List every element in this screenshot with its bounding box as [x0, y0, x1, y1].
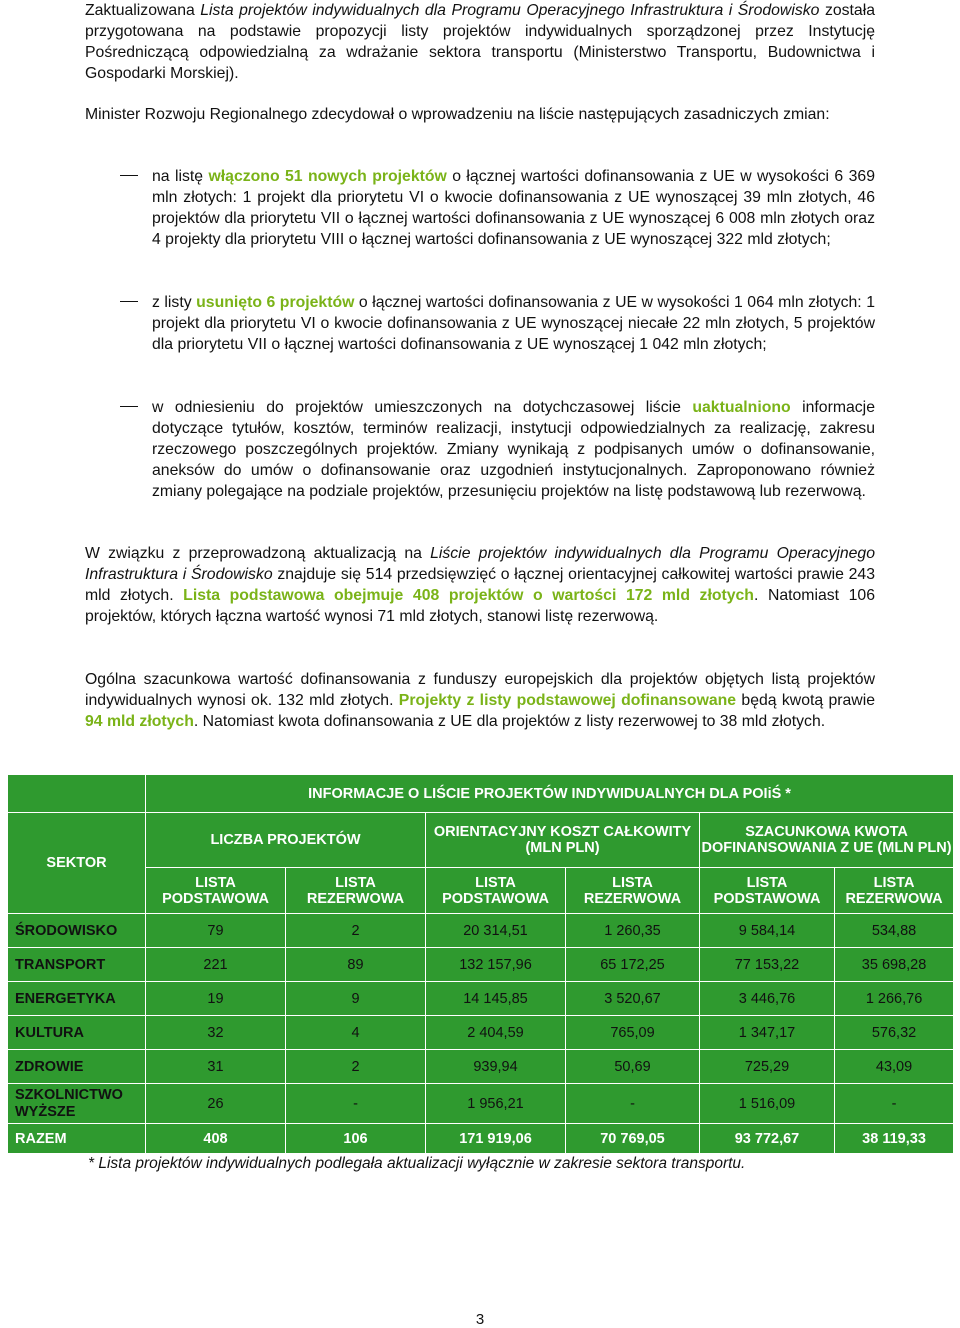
table-row [8, 1016, 954, 1050]
sector-cell: KULTURA [8, 1016, 146, 1050]
value-cell: 77 153,22 [700, 948, 835, 982]
projects-table [7, 774, 954, 1154]
bullet-text-a: na listę [152, 168, 209, 185]
summary-highlight: Lista podstawowa obejmuje 408 projektów o wartości 172 mld złotych [183, 587, 754, 604]
summary-text-italic: Liście projektów indywidualnych dla Programu Operacyjnego Infrastruktura i Środowisko [85, 545, 875, 583]
sub-header-reserve: LISTA REZERWOWA [286, 868, 426, 914]
value-cell: 79 [146, 914, 286, 948]
value-cell: - [835, 1084, 954, 1124]
total-label: RAZEM [8, 1124, 146, 1154]
value-cell: 20 314,51 [426, 914, 566, 948]
value-cell: 2 [286, 914, 426, 948]
table-row [8, 914, 954, 948]
sub-header-basic: LISTA PODSTAWOWA [426, 868, 566, 914]
bullet-dash [120, 175, 138, 176]
sector-cell: ENERGETYKA [8, 982, 146, 1016]
group-header-cost: ORIENTACYJNY KOSZT CAŁKOWITY (MLN PLN) [426, 813, 700, 868]
table-row [8, 1050, 954, 1084]
bullet-highlight: usunięto 6 projektów [196, 294, 355, 311]
sub-header-reserve: LISTA REZERWOWA [566, 868, 700, 914]
value-cell: - [286, 1084, 426, 1124]
total-cell: 70 769,05 [566, 1124, 700, 1154]
total-cell: 408 [146, 1124, 286, 1154]
value-cell: 35 698,28 [835, 948, 954, 982]
bullet-text-a: w odniesieniu do projektów umieszczonych na dotychczasowej liście [152, 399, 693, 416]
intro-paragraph [85, 0, 875, 84]
funding-highlight-2: 94 mld złotych [85, 713, 194, 730]
group-header-count: LICZBA PROJEKTÓW [146, 813, 426, 868]
value-cell: 43,09 [835, 1050, 954, 1084]
bullet-highlight: włączono 51 nowych projektów [208, 168, 447, 185]
table-title: INFORMACJE O LIŚCIE PROJEKTÓW INDYWIDUALNYCH DLA POIiŚ * [146, 775, 954, 813]
table-footnote: * Lista projektów indywidualnych podlegała aktualizacji wyłącznie w zakresie sektora transportu. [88, 1155, 746, 1172]
table-total-row [8, 1124, 954, 1154]
value-cell: 31 [146, 1050, 286, 1084]
sub-header-reserve: LISTA REZERWOWA [835, 868, 954, 914]
summary-text-d: . Natomiast 106 projektów, których łączna wartość wynosi 71 mld złotych, stanowi listę rezerwową. [85, 587, 875, 625]
value-cell: 2 404,59 [426, 1016, 566, 1050]
funding-text-a: Ogólna szacunkowa wartość dofinansowania z funduszy europejskich dla projektów objętych listą projektów indywidualnych wynosi ok. 132 mld złotych. [85, 671, 875, 709]
value-cell: 1 260,35 [566, 914, 700, 948]
summary-text-c: znajduje się 514 przedsięwzięć o łącznej orientacyjnej całkowitej wartości prawie 243 mld złotych. [85, 566, 875, 604]
value-cell: 32 [146, 1016, 286, 1050]
value-cell: 3 446,76 [700, 982, 835, 1016]
sector-cell: ŚRODOWISKO [8, 914, 146, 948]
funding-highlight-1: Projekty z listy podstawowej dofinansowane [398, 692, 737, 709]
bullet-dash [120, 301, 138, 302]
total-cell: 38 119,33 [835, 1124, 954, 1154]
value-cell: 1 347,17 [700, 1016, 835, 1050]
value-cell: 534,88 [835, 914, 954, 948]
bullet-text [152, 397, 875, 502]
value-cell: 14 145,85 [426, 982, 566, 1016]
table-corner [8, 775, 146, 813]
funding-text-b: będą kwotą prawie [736, 692, 876, 709]
intro-text-italic: Lista projektów indywidualnych dla Programu Operacyjnego Infrastruktura i Środowisko [200, 2, 820, 19]
value-cell: 65 172,25 [566, 948, 700, 982]
value-cell: 4 [286, 1016, 426, 1050]
value-cell: 2 [286, 1050, 426, 1084]
value-cell: 9 [286, 982, 426, 1016]
summary-text-a: W związku z przeprowadzoną aktualizacją na [85, 545, 431, 562]
value-cell: 9 584,14 [700, 914, 835, 948]
intro-text-a: Zaktualizowana [85, 2, 201, 19]
value-cell: - [566, 1084, 700, 1124]
bullet-text-a: z listy [152, 294, 197, 311]
value-cell: 765,09 [566, 1016, 700, 1050]
total-cell: 171 919,06 [426, 1124, 566, 1154]
value-cell: 19 [146, 982, 286, 1016]
sector-cell: SZKOLNICTWO WYŻSZE [8, 1084, 146, 1124]
table-group-header-row [8, 813, 954, 868]
total-cell: 93 772,67 [700, 1124, 835, 1154]
minister-paragraph: Minister Rozwoju Regionalnego zdecydował o wprowadzeniu na liście następujących zasadniczych zmian: [85, 106, 830, 123]
sector-cell: ZDROWIE [8, 1050, 146, 1084]
intro-text-c: została przygotowana na podstawie propozycji listy projektów indywidualnych sporządzonej przez Instytucję Pośredniczącą odpowiedzialną za wdrażanie sektora transportu (Ministerstwo Transportu, Budownictwa i Gospodarki Morskiej). [85, 2, 875, 82]
total-cell: 106 [286, 1124, 426, 1154]
summary-paragraph [85, 543, 875, 627]
value-cell: 1 516,09 [700, 1084, 835, 1124]
value-cell: 132 157,96 [426, 948, 566, 982]
group-header-funding: SZACUNKOWA KWOTA DOFINANSOWANIA Z UE (MLN PLN) [700, 813, 954, 868]
table-row [8, 948, 954, 982]
bullet-text [152, 166, 875, 250]
bullet-highlight: uaktualniono [692, 399, 791, 416]
table-row [8, 982, 954, 1016]
bullet-dash [120, 406, 138, 407]
page-number: 3 [475, 1311, 485, 1328]
table-row [8, 1084, 954, 1124]
sub-header-basic: LISTA PODSTAWOWA [146, 868, 286, 914]
value-cell: 576,32 [835, 1016, 954, 1050]
value-cell: 221 [146, 948, 286, 982]
value-cell: 89 [286, 948, 426, 982]
value-cell: 1 266,76 [835, 982, 954, 1016]
value-cell: 26 [146, 1084, 286, 1124]
bullet-text [152, 292, 875, 355]
sector-header: SEKTOR [8, 813, 146, 914]
sector-cell: TRANSPORT [8, 948, 146, 982]
value-cell: 939,94 [426, 1050, 566, 1084]
table-title-row [8, 775, 954, 813]
bullet-text-c: o łącznej wartości dofinansowania z UE w wysokości 6 369 mln złotych: 1 projekt dla priorytetu VI o kwocie dofinansowania z UE wynoszącej 39 mln złotych, 46 projektów dla priorytetu VII o łącznej wartości dofinansowania z UE wynoszącej 6 008 mln złotych oraz 4 projekty dla priorytetu VIII o łącznej wartości dofinansowania z UE wynoszącej 322 mld złotych; [152, 168, 875, 248]
value-cell: 1 956,21 [426, 1084, 566, 1124]
table-sub-header-row [8, 868, 954, 914]
bullet-text-c: informacje dotyczące tytułów, kosztów, terminów realizacji, instytucji odpowiedzialnych za realizację, zakresu rzeczowego poszczególnych projektów. Zmiany wynikają z podpisanych umów o dofinansowanie, aneksów do umów o dofinansowanie oraz uzgodnień instytucjonalnych. Zaproponowano również zmiany polegające na podziale projektów, przesunięciu projektów na listę podstawową lub rezerwową. [152, 399, 875, 500]
funding-text-c: . Natomiast kwota dofinansowania z UE dla projektów z listy rezerwowej to 38 mld złotych. [193, 713, 826, 730]
bullet-text-c: o łącznej wartości dofinansowania z UE w wysokości 1 064 mln złotych: 1 projekt dla priorytetu VI o kwocie dofinansowania z UE wynoszącej niecałe 22 mln złotych, 5 projektów dla priorytetu VII o łącznej wartości dofinansowania z UE wynoszącej 1 042 mln złotych; [152, 294, 876, 353]
funding-paragraph [85, 669, 875, 732]
value-cell: 3 520,67 [566, 982, 700, 1016]
value-cell: 50,69 [566, 1050, 700, 1084]
sub-header-basic: LISTA PODSTAWOWA [700, 868, 835, 914]
value-cell: 725,29 [700, 1050, 835, 1084]
